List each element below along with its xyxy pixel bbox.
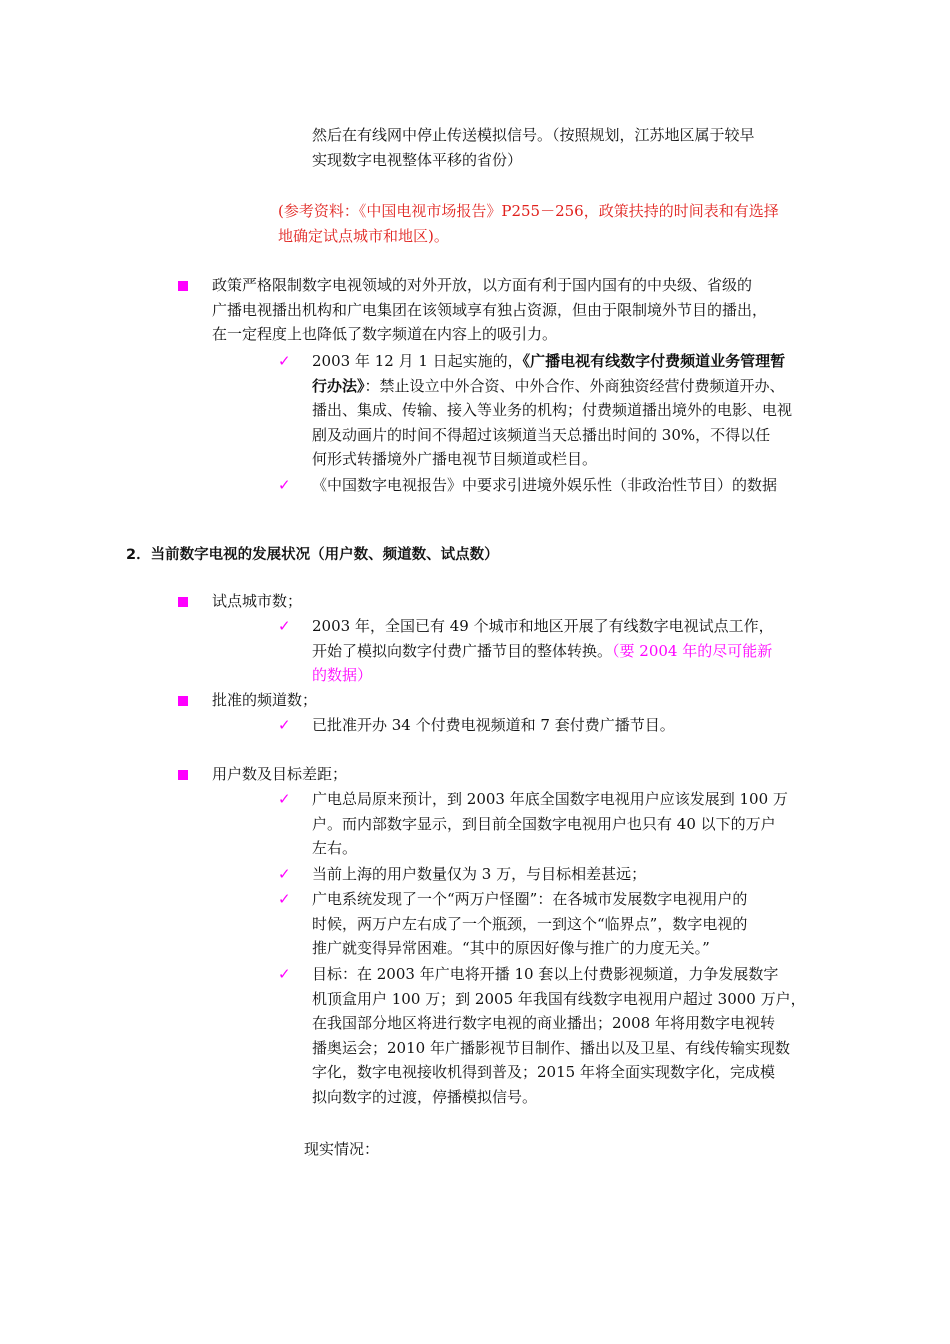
regulation-line-1 (312, 349, 792, 374)
pilot-note: （要 2004 年的尽可能新 (612, 641, 773, 660)
checkmark-icon: ✓ (278, 716, 291, 734)
reality-label: 现实情况： (304, 1140, 380, 1158)
policy-line-3: 在一定程度上也降低了数字频道在内容上的吸引力。 (212, 325, 558, 343)
channels-item: 已批准开办 34 个付费电视频道和 7 套付费广播节目。 (312, 716, 675, 734)
regulation-title-part-2: 行办法》 (312, 376, 365, 395)
pilot-note-line-2: 的数据） (312, 666, 373, 684)
users-forecast-item: 广电总局原来预计，到 2003 年底全国数字电视用户应该发展到 100 万 户。而内部数字显示，到目前全国数字电视用户也只有 40 以下的万户 左右。 (312, 790, 788, 857)
reference-note (278, 199, 779, 248)
intro-line-2: 实现数字电视整体平移的省份） (312, 150, 523, 169)
policy-paragraph (212, 273, 767, 347)
policy-regulation-item (312, 349, 792, 472)
pilot-label: 试点城市数； (212, 592, 303, 610)
section-2-heading: 2．当前数字电视的发展状况（用户数、频道数、试点数） (126, 547, 499, 563)
checkmark-icon: ✓ (278, 617, 291, 635)
regulation-date: 2003 年 12 月 1 日起实施的， (312, 352, 523, 370)
pilot-line-2: 开始了模拟向数字付费广播节目的整体转换。（要 2004 年的尽可能新 (312, 641, 773, 660)
users-bottleneck-item: 广电系统发现了一个“两万户怪圈”：在各城市发展数字电视用户的 时候，两万户左右成了一个瓶颈，一到这个“临界点”，数字电视的 推广就变得异常困难。“其中的原因好像与推广的力度无关。” (312, 890, 748, 957)
checkmark-icon: ✓ (278, 790, 291, 808)
users-label: 用户数及目标差距； (212, 765, 348, 783)
checkmark-icon: ✓ (278, 352, 291, 370)
regulation-rest: ：禁止设立中外合资、中外合作、外商独资经营付费频道开办、 (364, 376, 785, 395)
pilot-item (312, 614, 774, 688)
policy-line-2: 广播电视播出机构和广电集团在该领域享有独占资源，但由于限制境外节目的播出， (212, 300, 768, 319)
regulation-line-3: 播出、集成、传输、接入等业务的机构；付费频道播出境外的电影、电视 (312, 401, 793, 419)
regulation-line-4: 剧及动画片的时间不得超过该频道当天总播出时间的 30%，不得以任 (312, 425, 771, 444)
checkmark-icon: ✓ (278, 476, 291, 494)
users-target-item: 目标：在 2003 年广电将开播 10 套以上付费影视频道，力争发展数字 机顶盒用户 100 万；到 2005 年我国有线数字电视用户超过 3000 万户， 在我国部分地区将进行数字电视的商业播出；2008 年将用数字电视转 播奥运会；2010 年广播影视节目制作、播出以及卫星、有线传输实现数 字化，数字电视接收机得到普及；2015 年将全面实现数字化，完成模 拟向数字的过渡，停播模拟信号。 (312, 965, 806, 1106)
square-bullet-icon (178, 597, 188, 607)
checkmark-icon: ✓ (278, 890, 291, 908)
intro-line-1: 然后在有线网中停止传送模拟信号。（按照规划，江苏地区属于较早 (312, 126, 755, 144)
square-bullet-icon (178, 281, 188, 291)
policy-report-item (312, 473, 777, 498)
reference-line-2: 地确定试点城市和地区)。 (278, 226, 449, 245)
regulation-line-2 (312, 374, 792, 399)
checkmark-icon: ✓ (278, 865, 291, 883)
regulation-title-part-1: 《广播电视有线数字付费频道业务管理暂 (522, 352, 786, 370)
regulation-line-5: 何形式转播境外广播电视节目频道或栏目。 (312, 450, 598, 468)
reference-line-1: (参考资料：《中国电视市场报告》P255－256，政策扶持的时间表和有选择 (278, 202, 779, 220)
square-bullet-icon (178, 696, 188, 706)
users-shanghai-item: 当前上海的用户数量仅为 3 万，与目标相差甚远； (312, 865, 647, 883)
square-bullet-icon (178, 770, 188, 780)
policy-line-1: 政策严格限制数字电视领域的对外开放，以方面有利于国内国有的中央级、省级的 (212, 276, 753, 294)
channels-label: 批准的频道数； (212, 691, 318, 709)
checkmark-icon: ✓ (278, 965, 291, 983)
intro-paragraph (312, 123, 755, 172)
report-line: 《中国数字电视报告》中要求引进境外娱乐性（非政治性节目）的数据 (312, 476, 778, 494)
pilot-line-1: 2003 年，全国已有 49 个城市和地区开展了有线数字电视试点工作， (312, 617, 774, 635)
